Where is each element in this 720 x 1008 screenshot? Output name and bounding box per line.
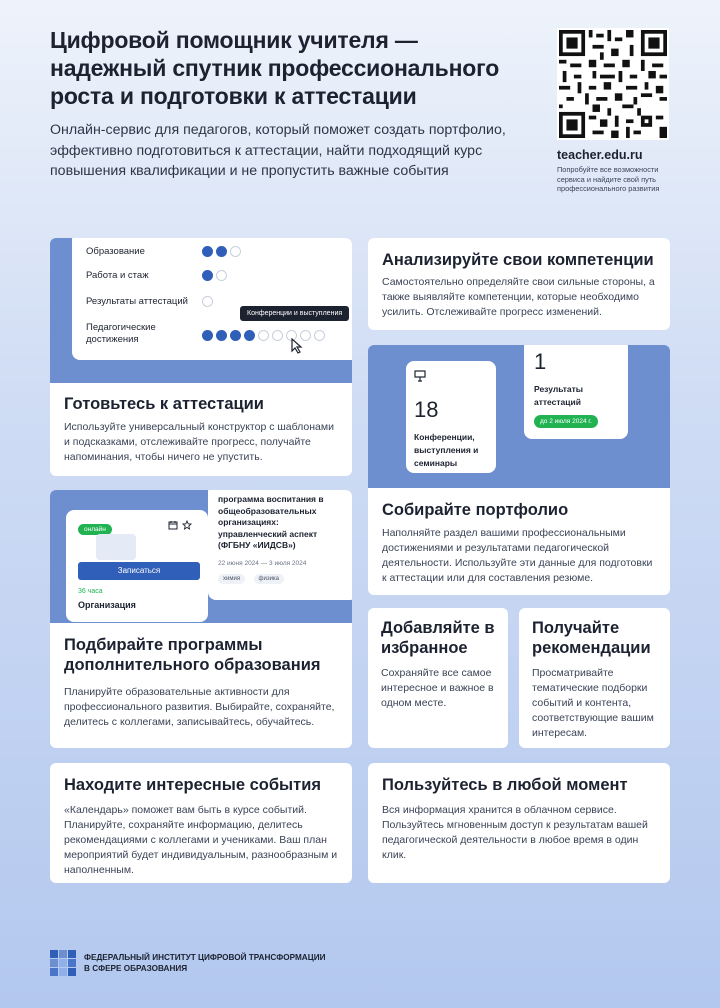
attestation-row-label: Образование <box>86 246 145 257</box>
program-card[interactable] <box>66 510 208 622</box>
card-title: Пользуйтесь в любой момент <box>382 776 628 794</box>
card-favorites <box>368 608 508 748</box>
card-text: Самостоятельно определяйте свои сильные стороны, а также выявляйте компетенции, которые необходимо усилить. Отслеживайте прогресс изменений. <box>382 276 655 318</box>
deadline-badge: до 2 июля 2024 г. <box>534 415 598 428</box>
attestation-row-label: Педагогические достижения <box>86 322 156 345</box>
attestation-row-label: Работа и стаж <box>86 270 149 281</box>
star-icon[interactable] <box>182 520 192 530</box>
program-illustration <box>50 490 352 623</box>
card-attestation <box>50 238 352 476</box>
card-text: Используйте универсальный конструктор с шаблонами и подсказками, отслеживайте прогресс, получайте напоминания, чтобы ничего не упустить. <box>64 421 334 463</box>
card-portfolio <box>368 345 670 595</box>
attestation-panel <box>72 238 352 360</box>
qr-caption: Попробуйте все возможности сервиса и найдите свой путь профессионального развития <box>557 165 660 193</box>
enroll-button[interactable]: Записаться <box>78 562 200 580</box>
card-title: Подбирайте программы дополнительного образования <box>64 636 321 674</box>
cursor-icon <box>290 338 304 354</box>
stat-label: Конференции, выступления и семинары <box>414 432 479 468</box>
tooltip: Конференции и выступления <box>240 306 349 321</box>
card-title: Анализируйте свои компетенции <box>382 251 654 269</box>
stat-card-attestation-results <box>524 345 628 439</box>
progress-dots <box>202 296 213 307</box>
program-hours: 36 часа <box>78 588 103 595</box>
footer-line: ФЕДЕРАЛЬНЫЙ ИНСТИТУТ ЦИФРОВОЙ ТРАНСФОРМАЦИИ <box>84 953 326 962</box>
program-dates: 22 июня 2024 — 3 июля 2024 <box>218 559 307 567</box>
card-text: Вся информация хранится в облачном сервисе. Пользуйтесь мгновенным доступ к результатам вашей педагогической деятельности в любое время в один клик. <box>382 804 648 861</box>
card-text: Планируйте образовательные активности для профессионального развития. Выбирайте, сохраняйте, делитесь с коллегами, записывайтесь, обучайтесь. <box>64 686 335 728</box>
card-title: Готовьтесь к аттестации <box>64 395 264 413</box>
card-competencies <box>368 238 670 330</box>
card-recommendations <box>519 608 670 748</box>
presentation-icon <box>414 370 426 382</box>
attestation-row-label: Результаты аттестаций <box>86 296 188 307</box>
card-title: Собирайте портфолио <box>382 501 569 519</box>
tag-chip[interactable]: физика <box>254 574 284 584</box>
attestation-illustration <box>50 238 352 383</box>
stat-value: 18 <box>414 397 439 422</box>
card-text: Просматривайте тематические подборки событий и контента, соответствующие вашим интересам. <box>532 667 654 739</box>
qr-code[interactable] <box>557 28 669 140</box>
tag-chip[interactable]: химия <box>218 574 245 584</box>
card-title: Находите интересные события <box>64 776 321 794</box>
program-preview <box>96 534 136 560</box>
card-text: «Календарь» поможет вам быть в курсе событий. Планируйте, сохраняйте информацию, делитесь рекомендациями с коллегами и учениками. Ваш план мероприятий будет индивидуальным, разнообразным и наполненным. <box>64 804 338 876</box>
progress-dots <box>202 270 227 281</box>
qr-url[interactable]: teacher.edu.ru <box>557 148 643 162</box>
card-programs <box>50 490 352 748</box>
portfolio-illustration <box>368 345 670 488</box>
qr-block <box>557 28 677 194</box>
card-text: Наполняйте раздел вашими профессиональными достижениями и результатами педагогической деятельности. Используйте эти данные для подготовки к аттестации или для составления резюме. <box>382 527 653 584</box>
card-anytime <box>368 763 670 883</box>
qr-code-icon <box>559 30 667 138</box>
stat-value: 1 <box>534 349 547 374</box>
card-events <box>50 763 352 883</box>
stat-card-conferences <box>406 361 496 473</box>
institute-logo-icon <box>50 950 76 976</box>
calendar-icon[interactable] <box>168 520 178 530</box>
card-text: Сохраняйте все самое интересное и важное в одном месте. <box>381 667 494 709</box>
program-title: программа воспитания в общеобразовательных организациях: управленческий аспект (ФГБНУ «ИИДСВ») <box>218 494 324 550</box>
page-subtitle: Онлайн-сервис для педагогов, который поможет создать портфолио, эффективно подготовиться к аттестации, найти подходящий курс повышения квалификации и не пропустить важные события <box>50 122 506 179</box>
footer-text <box>84 952 325 974</box>
program-organization: Организация <box>78 600 136 610</box>
progress-dots <box>202 330 325 341</box>
header <box>50 26 520 182</box>
program-description <box>208 490 352 600</box>
stat-label: Результаты аттестаций <box>534 384 584 407</box>
card-title: Получайте рекомендации <box>532 619 651 657</box>
footer-line: В СФЕРЕ ОБРАЗОВАНИЯ <box>84 964 188 973</box>
page-title: Цифровой помощник учителя — надежный спутник профессионального роста и подготовки к аттестации <box>50 27 500 109</box>
card-title: Добавляйте в избранное <box>381 619 495 657</box>
footer <box>50 950 325 976</box>
online-badge: онлайн <box>78 524 112 535</box>
progress-dots <box>202 246 241 257</box>
